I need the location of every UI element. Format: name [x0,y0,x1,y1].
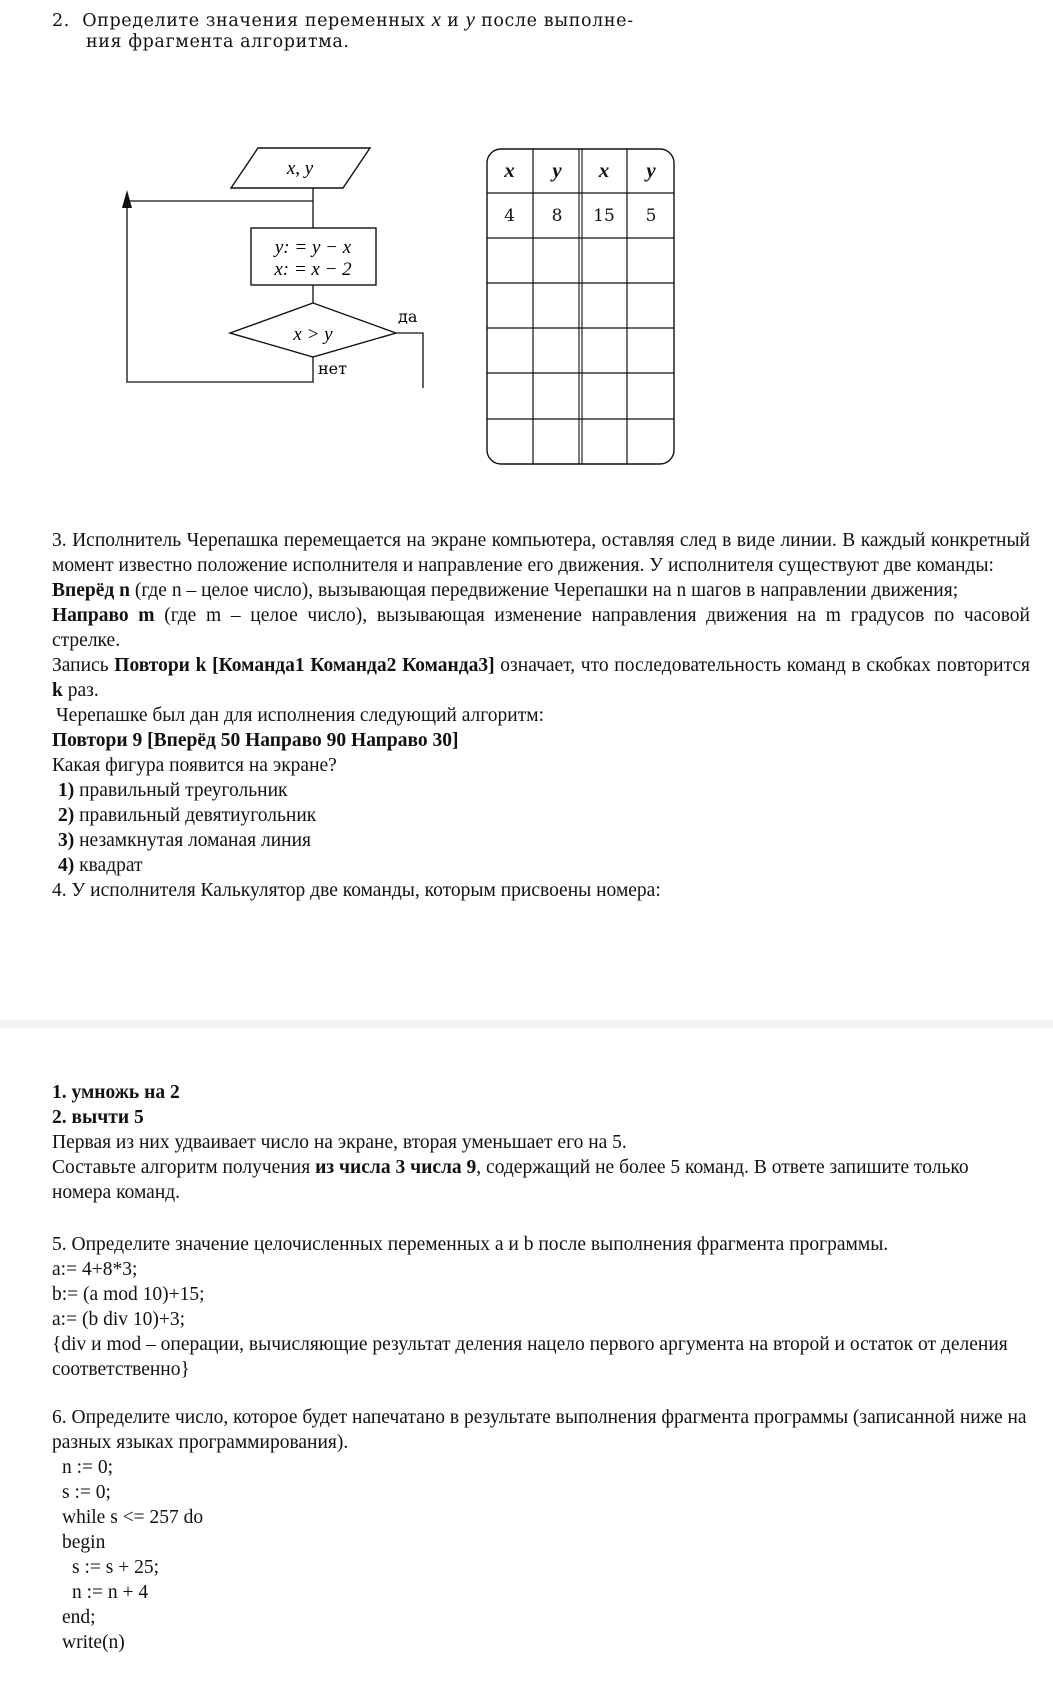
flowchart-yes-branch [396,333,423,388]
task2-heading-line1: 2. Определите значения переменных x и y после выполне- [52,7,634,31]
trace-table-cell[interactable] [486,283,533,328]
trace-table-cell[interactable] [486,238,533,283]
task3-command-right: Направо m (где m – целое число), вызывающая изменение направления движения на m градусов по часовой стрелке. [52,605,1030,651]
code-line: s := s + 25; [72,1557,160,1578]
flowchart-input-text: x, y [286,158,314,179]
trace-table-cell[interactable] [581,328,627,373]
trace-table-cell[interactable]: 8 [551,205,563,226]
task2-number: 2. [52,11,70,31]
trace-table-cell[interactable] [533,283,581,328]
task4 [52,1080,1030,1205]
trace-table-cell[interactable] [581,373,627,419]
code-line: n := n + 4 [72,1582,149,1603]
trace-table-cell[interactable] [486,328,533,373]
trace-table-cell[interactable] [627,373,675,419]
code-line: a:= 4+8*3; [52,1259,138,1280]
code-line: s := 0; [62,1482,111,1503]
code-line: end; [62,1607,96,1628]
code-line: a:= (b div 10)+3; [52,1309,186,1330]
answer-option: 1) правильный треугольник [58,780,288,801]
trace-table-cell[interactable] [627,283,675,328]
trace-table-cell[interactable] [581,419,627,465]
task6-intro: 6. Определите число, которое будет напечатано в результате выполнения фрагмента программы (записанной ниже на разных языках программирования). [52,1407,1027,1453]
task3-repeat-description: Запись Повтори k [Команда1 Команда2 Команда3] означает, что последовательность команд в скобках повторится k раз. [52,655,1030,701]
trace-table-cell[interactable] [627,238,675,283]
trace-table-cell[interactable] [533,238,581,283]
code-line: b:= (a mod 10)+15; [52,1284,205,1305]
trace-table-header: x [504,158,515,182]
task4-command-1: 1. умножь на 2 [52,1082,180,1103]
code-line: begin [62,1532,106,1553]
trace-table-cell[interactable]: 5 [645,205,657,226]
trace-table-cell[interactable] [581,238,627,283]
task3-question: Какая фигура появится на экране? [52,755,337,776]
task3-command-forward: Вперёд n (где n – целое число), вызывающая передвижение Черепашки на n шагов в направлении движения; [52,580,959,601]
trace-table-header: y [552,158,562,182]
flowchart-yes-label: да [398,307,418,326]
task5 [52,1232,1030,1382]
flowchart-no-label: нет [318,359,347,378]
task2-heading-line2: ния фрагмента алгоритма. [86,32,350,52]
task6 [52,1405,1030,1655]
task5-note: {div и mod – операции, вычисляющие результат деления нацело первого аргумента на второй и остаток от деления соответственно} [52,1334,1008,1380]
trace-table-header: y [646,158,656,182]
task5-intro: 5. Определите значение целочисленных переменных a и b после выполнения фрагмента программы. [52,1234,889,1255]
trace-table-header: x [598,158,610,182]
code-line: n := 0; [62,1457,114,1478]
var-y: y [465,7,475,31]
var-x: x [431,7,441,31]
trace-table-cell[interactable] [486,419,533,465]
code-line: write(n) [62,1632,125,1653]
page-separator [0,1020,1053,1028]
trace-table-cell[interactable]: 4 [504,205,515,226]
answer-option: 4) квадрат [58,855,143,876]
trace-table-cell[interactable] [533,373,581,419]
trace-table-cell[interactable] [627,328,675,373]
flowchart-process-line2: x: = x − 2 [274,259,352,280]
task4-task: Составьте алгоритм получения из числа 3 числа 9, содержащий не более 5 команд. В ответе запишите только номера команд. [52,1157,969,1203]
task4-command-2: 2. вычти 5 [52,1107,144,1128]
task3-given: Черепашке был дан для исполнения следующий алгоритм: [56,705,544,726]
task3 [52,528,1030,903]
arrow-up-icon [122,190,132,208]
flowchart-decision-text: x > y [293,324,333,345]
trace-table-cell[interactable] [533,419,581,465]
trace-table-cell[interactable]: 15 [593,205,615,226]
trace-table [486,148,675,465]
trace-table-cell[interactable] [533,328,581,373]
flowchart-process-line1: y: = y − x [274,237,352,258]
code-line: while s <= 257 do [62,1507,204,1528]
trace-table-cell[interactable] [627,419,675,465]
task4-description: Первая из них удваивает число на экране, вторая уменьшает его на 5. [52,1132,627,1153]
trace-table-cell[interactable] [486,373,533,419]
task4-intro: 4. У исполнителя Калькулятор две команды, которым присвоены номера: [52,880,661,901]
answer-option: 2) правильный девятиугольник [58,805,317,826]
flowchart [110,130,430,390]
answer-option: 3) незамкнутая ломаная линия [58,830,311,851]
trace-table-cell[interactable] [581,283,627,328]
task3-intro: 3. Исполнитель Черепашка перемещается на экране компьютера, оставляя след в виде линии. В каждый конкретный момент известно положение исполнителя и направление его движения. У исполнителя существуют две команды: [52,530,1030,576]
task3-algorithm: Повтори 9 [Вперёд 50 Направо 90 Направо 30] [52,730,459,751]
